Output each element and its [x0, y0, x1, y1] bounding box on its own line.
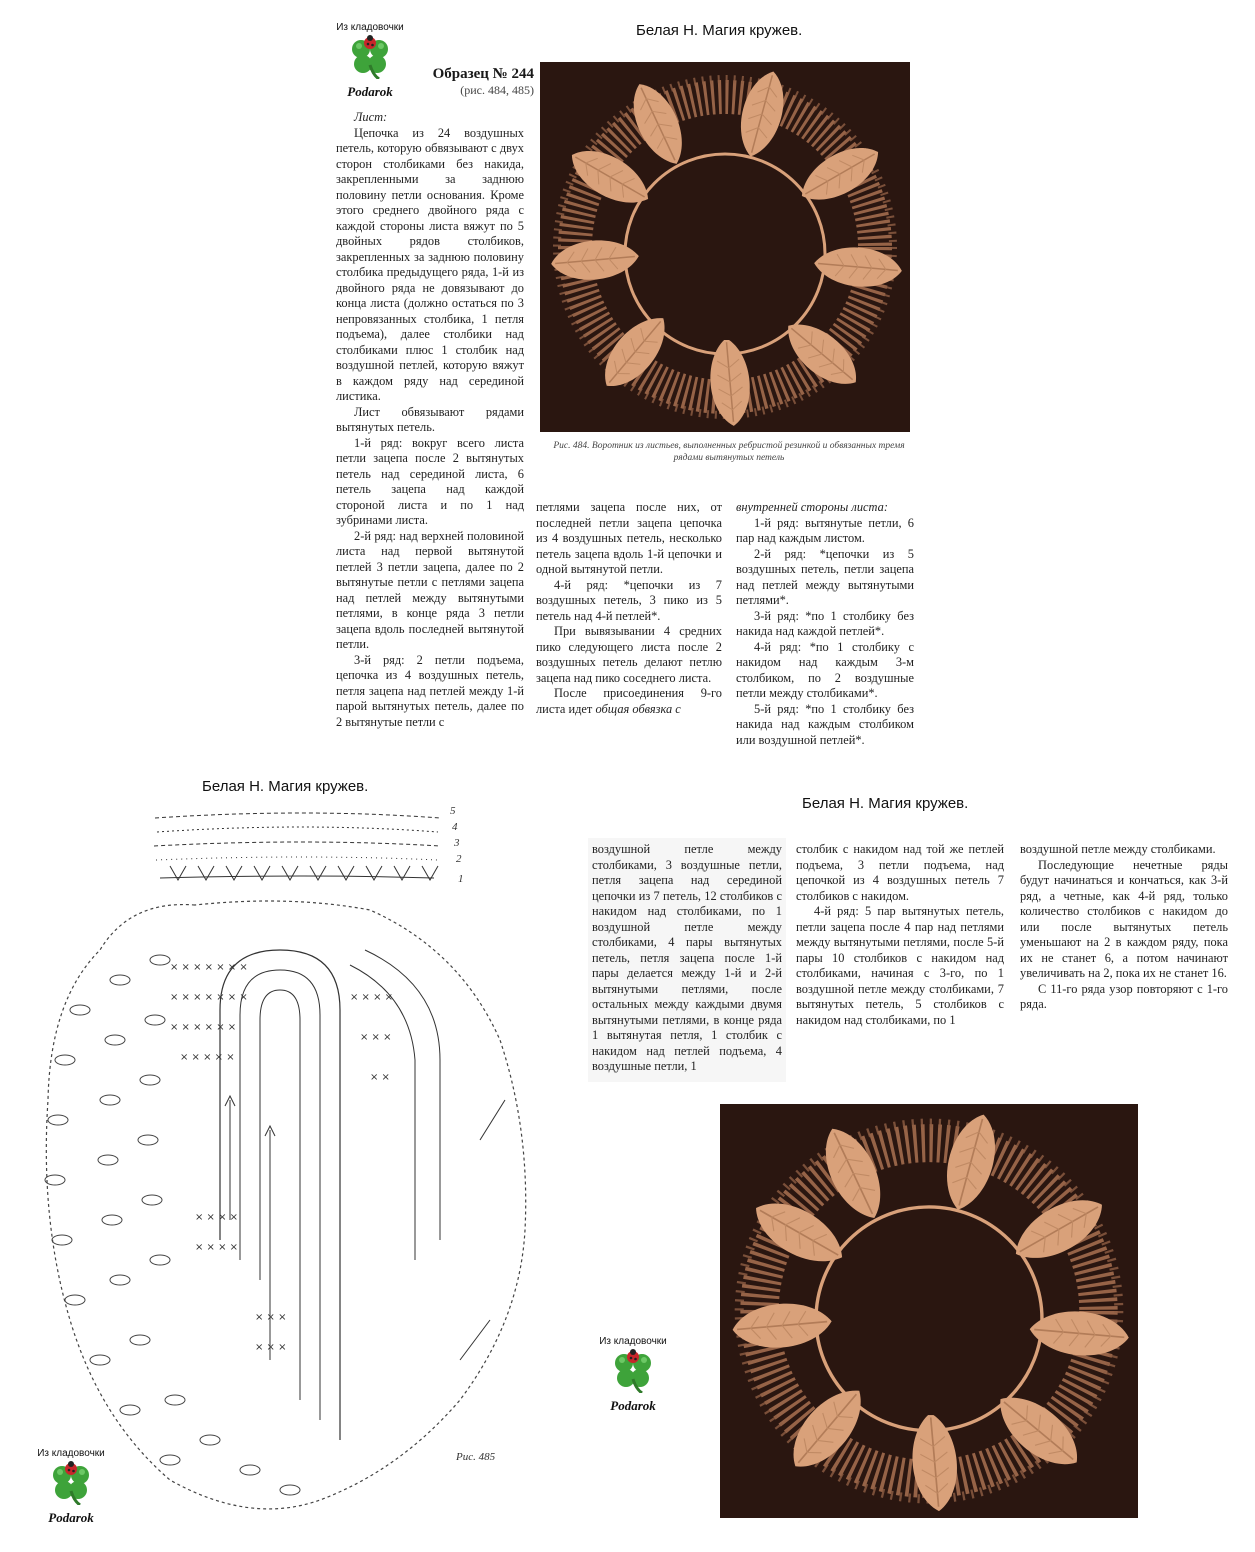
- row-label: 3: [454, 837, 460, 849]
- svg-text:× × × × × ×: × × × × × ×: [170, 1022, 237, 1033]
- paragraph: 4-й ряд: 5 пар вытянутых петель, петли зацепа после 4 пар над петлями между вытянутыми петлями, после 5-й пары 10 столбиков с накидом над столбиками, начиная с 3-го, по 1 воздушной петле между столбиками, 7 вытянутых петель, 5 столбиков с накидом над столбиками, по 1: [796, 904, 1004, 1027]
- svg-text:× × × × ×: × × × × ×: [180, 1052, 235, 1063]
- text-column-5: [796, 842, 1004, 1028]
- paragraph: воздушной петле между столбиками.: [1020, 842, 1216, 856]
- crochet-chart-diagram: [20, 800, 560, 1540]
- sample-title: Образец № 244: [432, 66, 534, 82]
- paragraph: петлями зацепа после них, от последней петли зацепа цепочка из 4 воздушных петель, несколько петель зацепа вдоль 1-й цепочки и одной вытянутой петли.: [536, 500, 722, 576]
- stamp-label: Из кладовочки: [336, 22, 404, 33]
- paragraph: 4-й ряд: *по 1 столбику с накидом над каждым 3-м столбиком, по 2 воздушные петли между столбиками*.: [736, 639, 914, 700]
- paragraph: 1-й ряд: вытянутые петли, 6 пар над каждым листом.: [736, 515, 914, 545]
- paragraph: Последующие нечетные ряды будут начинаться и кончаться, как 3-й ряд, а четные, как 4-й ряд, только количество столбиков с накидом до или после вытянутых петель уменьшают на 2 в каждом ряду, пока их не станет 6, а потом начинают увеличивать на 2, пока их не станет 16.: [1020, 857, 1228, 980]
- svg-text:× × ×: × × ×: [255, 1342, 287, 1353]
- svg-text:× × ×: × × ×: [360, 1032, 392, 1043]
- svg-text:× ×: × ×: [370, 1072, 390, 1083]
- watermark-stamp: [325, 22, 415, 100]
- row-label: 2: [456, 853, 462, 865]
- collar-photo-large: [720, 1104, 1138, 1518]
- svg-text:× × × × × × ×: × × × × × × ×: [170, 992, 248, 1003]
- stamp-brand: Podarok: [610, 1398, 656, 1413]
- diagram-caption: Рис. 485: [456, 1451, 496, 1463]
- text-span: После присоединения 9-го листа идет: [536, 686, 722, 716]
- row-label: 4: [452, 821, 458, 833]
- svg-text:× × × × × × ×: × × × × × × ×: [170, 962, 248, 973]
- text-column-4: [592, 842, 782, 1075]
- clover-ladybug-icon: [588, 1347, 678, 1393]
- row-label: 1: [458, 873, 464, 885]
- page-heading-middle-left: Белая Н. Магия кружев.: [202, 778, 369, 795]
- figure-caption: Рис. 484. Воротник из листьев, выполненных ребристой резинкой и обвязанных тремя рядами вытянутых петель: [553, 441, 905, 463]
- paragraph: 5-й ряд: *по 1 столбику без накида над каждым столбиком или воздушной петлей*.: [736, 701, 914, 747]
- subheading: Лист:: [354, 110, 388, 124]
- paragraph: 3-й ряд: 2 петли подъема, цепочка из 4 воздушных петель, петля зацепа над петлей между 1-й парой вытянутых петель, далее по 2 вытянутые петли с: [336, 652, 524, 729]
- svg-text:× × ×: × × ×: [255, 1312, 287, 1323]
- svg-text:× × × ×: × × × ×: [195, 1212, 239, 1223]
- svg-text:× × × ×: × × × ×: [195, 1242, 239, 1253]
- paragraph: 1-й ряд: вокруг всего листа петли зацепа после 2 вытянутых петель над серединой листа, 6 петель зацепа над каждой стороной листа и по 1 над зубринами листа.: [336, 435, 524, 527]
- watermark-stamp: [26, 1448, 116, 1526]
- text-column-1: [336, 110, 524, 730]
- watermark-stamp: [588, 1336, 678, 1414]
- sample-refs: (рис. 484, 485): [460, 83, 534, 97]
- stamp-label: Из кладовочки: [37, 1448, 105, 1459]
- paragraph: воздушной петле между столбиками, 3 воздушные петли, петля зацепа над серединой цепочки из 7 петель, 12 столбиков с накидом над столбиками, по 1 воздушной петле между столбиками, 4 пары вытянутых петель, петля зацепа после 1-й пары делается между 1-й и 2-й вытянутыми петлями, после остальных между каждыми двумя вытянутыми петлями, в конце ряда 1 вытянутая петля, 1 столбик с накидом над петлей подъема, 4 воздушные петли, 1: [592, 842, 782, 1073]
- text-column-3: [736, 500, 914, 748]
- paragraph: [536, 686, 722, 717]
- paragraph: При вывязывании 4 средних пико следующего листа после 2 воздушных петель делают петлю зацепа над пико соседнего листа.: [536, 624, 722, 685]
- paragraph: Лист обвязывают рядами вытянутых петель.: [336, 404, 524, 434]
- emphasis-text: общая обвязка с: [595, 701, 681, 716]
- paragraph: столбик с накидом над той же петлей подъема, 3 петли подъема, над цепочкой из 4 воздушных петель 7 столбиков с накидом.: [796, 842, 1004, 903]
- stamp-brand: Podarok: [48, 1510, 94, 1525]
- paragraph: 4-й ряд: *цепочки из 7 воздушных петель, 3 пико из 5 петель над 4-й петлей*.: [536, 577, 722, 623]
- paragraph: 2-й ряд: над верхней половиной листа над первой вытянутой петлей 3 петли зацепа, далее по 2 вытянутые петли с петлями зацепа над петлей между вытянутыми петлями, в конце ряда 3 петли зацепа вдоль последней вытянутой петли.: [336, 528, 524, 651]
- stamp-brand: Podarok: [347, 84, 393, 99]
- stamp-label: Из кладовочки: [599, 1336, 667, 1347]
- subheading: внутренней стороны листа:: [736, 500, 888, 514]
- page-heading-middle-right: Белая Н. Магия кружев.: [802, 795, 969, 812]
- paragraph: 2-й ряд: *цепочки из 5 воздушных петель, петли зацепа над петлей между вытянутыми петлями*.: [736, 546, 914, 607]
- text-column-6: [1020, 842, 1228, 1013]
- collar-photo: [540, 62, 910, 432]
- svg-text:× × × ×: × × × ×: [350, 992, 394, 1003]
- paragraph: Цепочка из 24 воздушных петель, которую обвязывают с двух сторон столбиками без накида, закрепленными за заднюю половину петли основания. Кроме этого среднего двойного ряда с каждой стороны листа вяжут по 5 двойных рядов столбиков, закрепленных за заднюю половину столбика предыдущего ряда, 1-й из двойного ряда не довязывают до конца листа (должно остаться по 3 непровязанных столбика, 1 петля подъема), далее столбики над столбиками плюс 1 столбик над воздушной петлей, которую вяжут в каждом ряду над серединой листика.: [336, 125, 524, 403]
- clover-ladybug-icon: [26, 1459, 116, 1505]
- clover-ladybug-icon: [325, 33, 415, 79]
- paragraph: 3-й ряд: *по 1 столбику без накида над каждой петлей*.: [736, 608, 914, 638]
- paragraph: С 11-го ряда узор повторяют с 1-го ряда.: [1020, 981, 1228, 1011]
- text-column-2: [536, 500, 722, 717]
- row-label: 5: [450, 805, 456, 817]
- sample-header: [424, 66, 534, 98]
- page-heading-top: Белая Н. Магия кружев.: [636, 22, 803, 39]
